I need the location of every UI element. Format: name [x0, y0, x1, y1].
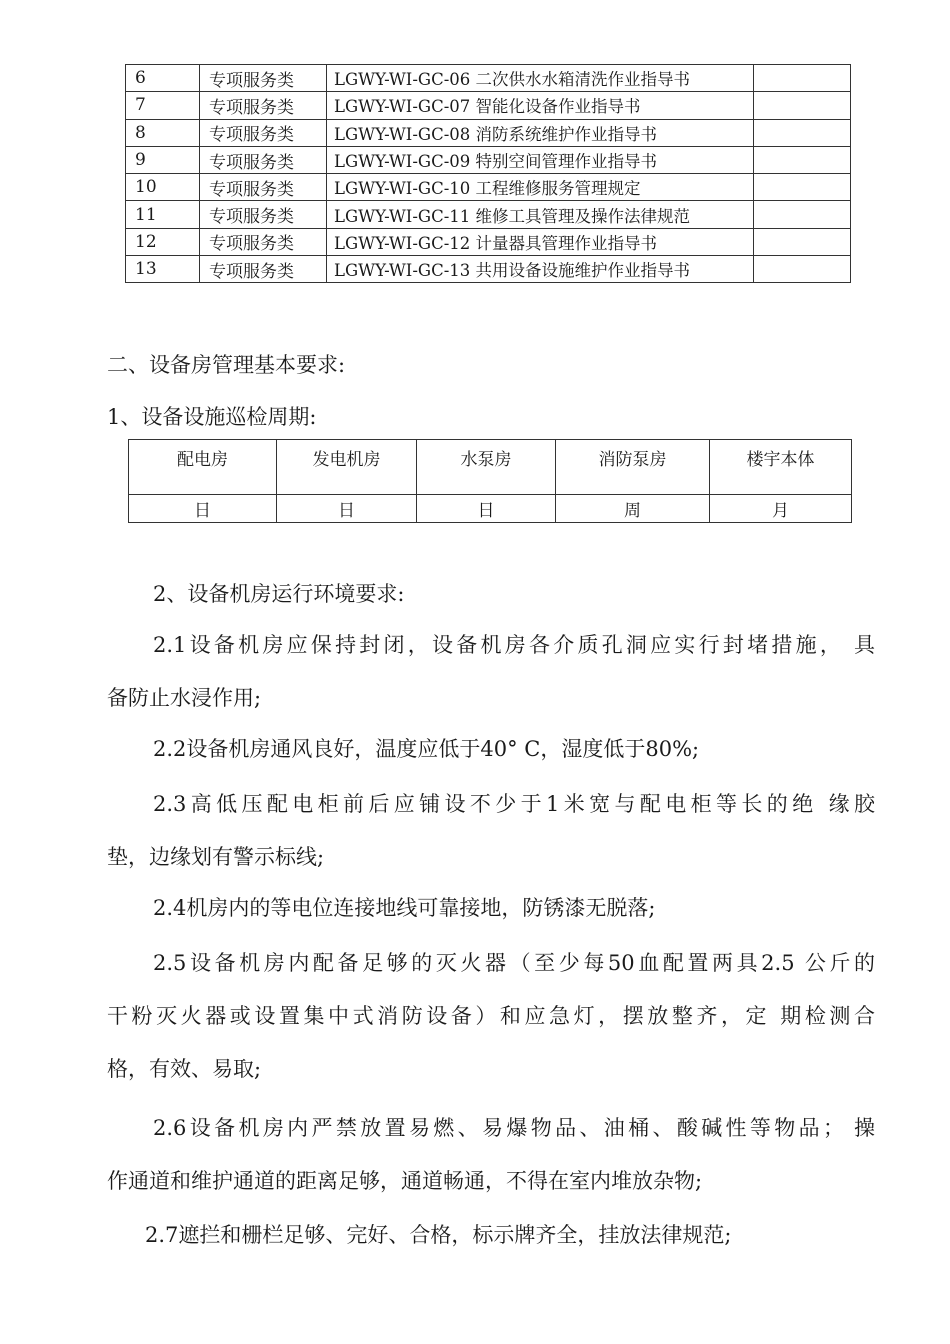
document-name-cell: LGWY-WI-GC-08 消防系统维护作业指导书	[327, 119, 754, 146]
inspection-header-cell: 水泵房	[417, 440, 556, 495]
paragraph-line: 垫，边缘划有警示标线;	[107, 845, 325, 869]
table-row	[126, 201, 851, 228]
document-name-cell: LGWY-WI-GC-13 共用设备设施维护作业指导书	[327, 256, 754, 283]
document-name-cell: LGWY-WI-GC-10 工程维修服务管理规定	[327, 174, 754, 201]
note-cell	[754, 174, 851, 201]
paragraph-line: 2.5设备机房内配备足够的灭火器（至少每50血配置两具2.5 公斤的	[153, 951, 875, 975]
paragraph-2-1	[107, 627, 875, 716]
note-cell	[754, 119, 851, 146]
paragraph-line: 干粉灭火器或设置集中式消防设备）和应急灯，摆放整齐，定 期检测合	[107, 1004, 875, 1028]
category-cell: 专项服务类	[200, 119, 327, 146]
table-row	[126, 65, 851, 92]
row-number-cell: 8	[126, 119, 200, 146]
inspection-value-cell: 日	[417, 495, 556, 523]
table-row	[126, 146, 851, 173]
table-row	[126, 119, 851, 146]
table-row	[126, 174, 851, 201]
inspection-value-cell: 日	[129, 495, 277, 523]
document-name-cell: LGWY-WI-GC-07 智能化设备作业指导书	[327, 92, 754, 119]
row-number-cell: 13	[126, 256, 200, 283]
document-name-cell: LGWY-WI-GC-09 特别空间管理作业指导书	[327, 146, 754, 173]
inspection-cycle-table	[128, 439, 852, 523]
document-name-cell: LGWY-WI-GC-06 二次供水水箱清洗作业指导书	[327, 65, 754, 92]
section-heading: 二、设备房管理基本要求:	[107, 353, 346, 377]
document-list-table	[125, 64, 851, 283]
category-cell: 专项服务类	[200, 174, 327, 201]
row-number-cell: 10	[126, 174, 200, 201]
table-row	[126, 92, 851, 119]
category-cell: 专项服务类	[200, 92, 327, 119]
category-cell: 专项服务类	[200, 256, 327, 283]
inspection-header-cell: 配电房	[129, 440, 277, 495]
paragraph-2-7: 2.7遮拦和栅栏足够、完好、合格，标示牌齐全，挂放法律规范;	[145, 1223, 732, 1247]
inspection-value-cell: 日	[277, 495, 417, 523]
paragraph-2-6	[107, 1110, 875, 1199]
subheading-inspection-cycle: 1、设备设施巡检周期:	[107, 405, 317, 429]
note-cell	[754, 201, 851, 228]
inspection-value-cell: 周	[556, 495, 710, 523]
category-cell: 专项服务类	[200, 228, 327, 255]
note-cell	[754, 65, 851, 92]
inspection-value-cell: 月	[710, 495, 852, 523]
paragraph-line: 2.3高低压配电柜前后应铺设不少于1米宽与配电柜等长的绝 缘胶	[153, 792, 875, 816]
row-number-cell: 11	[126, 201, 200, 228]
table-row	[126, 256, 851, 283]
paragraph-line: 备防止水浸作用;	[107, 686, 262, 710]
note-cell	[754, 92, 851, 119]
row-number-cell: 9	[126, 146, 200, 173]
inspection-header-cell: 发电机房	[277, 440, 417, 495]
note-cell	[754, 146, 851, 173]
inspection-header-cell: 消防泵房	[556, 440, 710, 495]
row-number-cell: 12	[126, 228, 200, 255]
category-cell: 专项服务类	[200, 65, 327, 92]
paragraph-line: 格，有效、易取;	[107, 1057, 262, 1081]
category-cell: 专项服务类	[200, 146, 327, 173]
paragraph-2-2: 2.2设备机房通风良好，温度应低于40° C，湿度低于80%;	[153, 737, 700, 761]
paragraph-line: 作通道和维护通道的距离足够，通道畅通，不得在室内堆放杂物;	[107, 1169, 703, 1193]
document-name-cell: LGWY-WI-GC-11 维修工具管理及操作法律规范	[327, 201, 754, 228]
subheading-environment: 2、设备机房运行环境要求:	[153, 582, 405, 606]
paragraph-line: 2.1设备机房应保持封闭，设备机房各介质孔洞应实行封堵措施， 具	[153, 633, 875, 657]
row-number-cell: 6	[126, 65, 200, 92]
note-cell	[754, 228, 851, 255]
row-number-cell: 7	[126, 92, 200, 119]
paragraph-2-4: 2.4机房内的等电位连接地线可靠接地，防锈漆无脱落;	[153, 896, 656, 920]
paragraph-2-5	[107, 945, 875, 1087]
paragraph-line: 2.6设备机房内严禁放置易燃、易爆物品、油桶、酸碱性等物品； 操	[153, 1116, 875, 1140]
note-cell	[754, 256, 851, 283]
document-name-cell: LGWY-WI-GC-12 计量器具管理作业指导书	[327, 228, 754, 255]
inspection-value-row	[129, 495, 852, 523]
inspection-header-row	[129, 440, 852, 495]
table-row	[126, 228, 851, 255]
inspection-header-cell: 楼宇本体	[710, 440, 852, 495]
category-cell: 专项服务类	[200, 201, 327, 228]
paragraph-2-3	[107, 786, 875, 875]
